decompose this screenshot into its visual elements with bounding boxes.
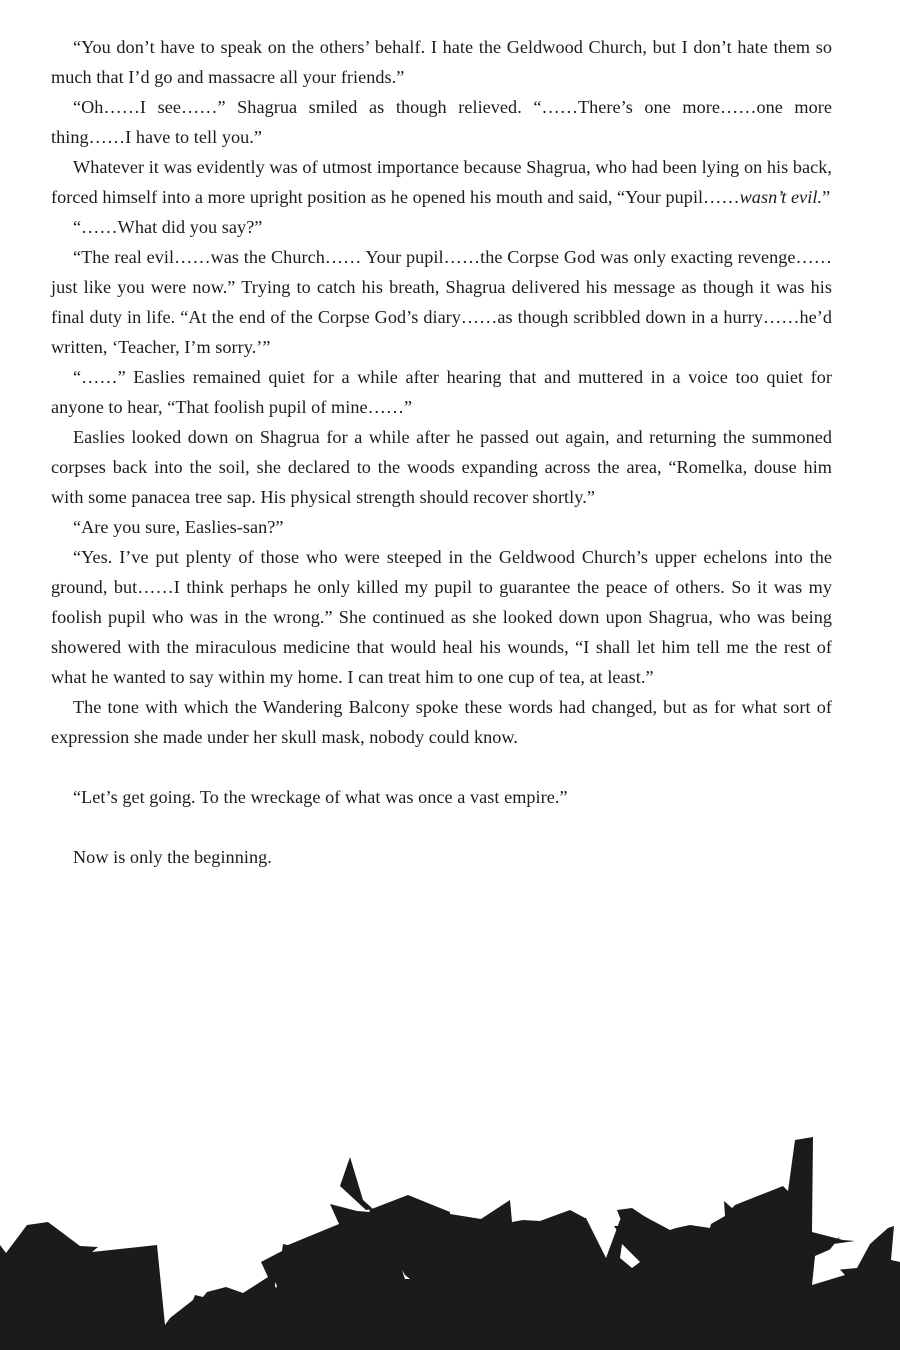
paragraph	[51, 152, 832, 212]
ruins-illustration-icon	[0, 1120, 900, 1350]
paragraph-text: ”	[822, 187, 831, 207]
italic-emphasis: wasn’t evil.	[739, 187, 823, 207]
paragraph: “Let’s get going. To the wreckage of what was once a vast empire.”	[73, 787, 568, 807]
paragraph: The tone with which the Wandering Balcony spoke these words had changed, but as for what sort of expression she made under her skull mask, nobody could know.	[51, 697, 832, 747]
book-page-text	[51, 32, 832, 872]
paragraph: Easlies looked down on Shagrua for a while after he passed out again, and returning the summoned corpses back into the soil, she declared to the woods expanding across the area, “Romelka, douse him with some panacea tree sap. His physical strength should recover shortly.”	[51, 427, 832, 507]
ruined-empire-silhouette	[0, 1120, 900, 1350]
closing-line: Now is only the beginning.	[73, 847, 272, 867]
paragraph: “Yes. I’ve put plenty of those who were steeped in the Geldwood Church’s upper echelons into the ground, but……I think perhaps he only killed my pupil to guarantee the peace of others. So it was my foolish pupil who was in the wrong.” She continued as she looked down upon Shagrua, who was being showered with the miraculous medicine that would heal his wounds, “I shall let him tell me the rest of what he wanted to say within my home. I can treat him to one cup of tea, at least.”	[51, 547, 832, 687]
paragraph: “……” Easlies remained quiet for a while after hearing that and muttered in a voice too quiet for anyone to hear, “That foolish pupil of mine……”	[51, 367, 832, 417]
paragraph: “The real evil……was the Church…… Your pupil……the Corpse God was only exacting revenge……just like you were now.” Trying to catch his breath, Shagrua delivered his message as though it was his final duty in life. “At the end of the Corpse God’s diary……as though scribbled down in a hurry……he’d written, ‘Teacher, I’m sorry.’”	[51, 247, 832, 357]
paragraph: “……What did you say?”	[73, 217, 263, 237]
paragraph: “Oh……I see……” Shagrua smiled as though relieved. “……There’s one more……one more thing……I have to tell you.”	[51, 97, 832, 147]
paragraph: “You don’t have to speak on the others’ behalf. I hate the Geldwood Church, but I don’t hate them so much that I’d go and massacre all your friends.”	[51, 37, 832, 87]
paragraph-text: Whatever it was evidently was of utmost importance because Shagrua, who had been lying on his back, forced himself into a more upright position as he opened his mouth and said, “Your pupil……	[51, 157, 832, 207]
paragraph: “Are you sure, Easlies-san?”	[73, 517, 284, 537]
